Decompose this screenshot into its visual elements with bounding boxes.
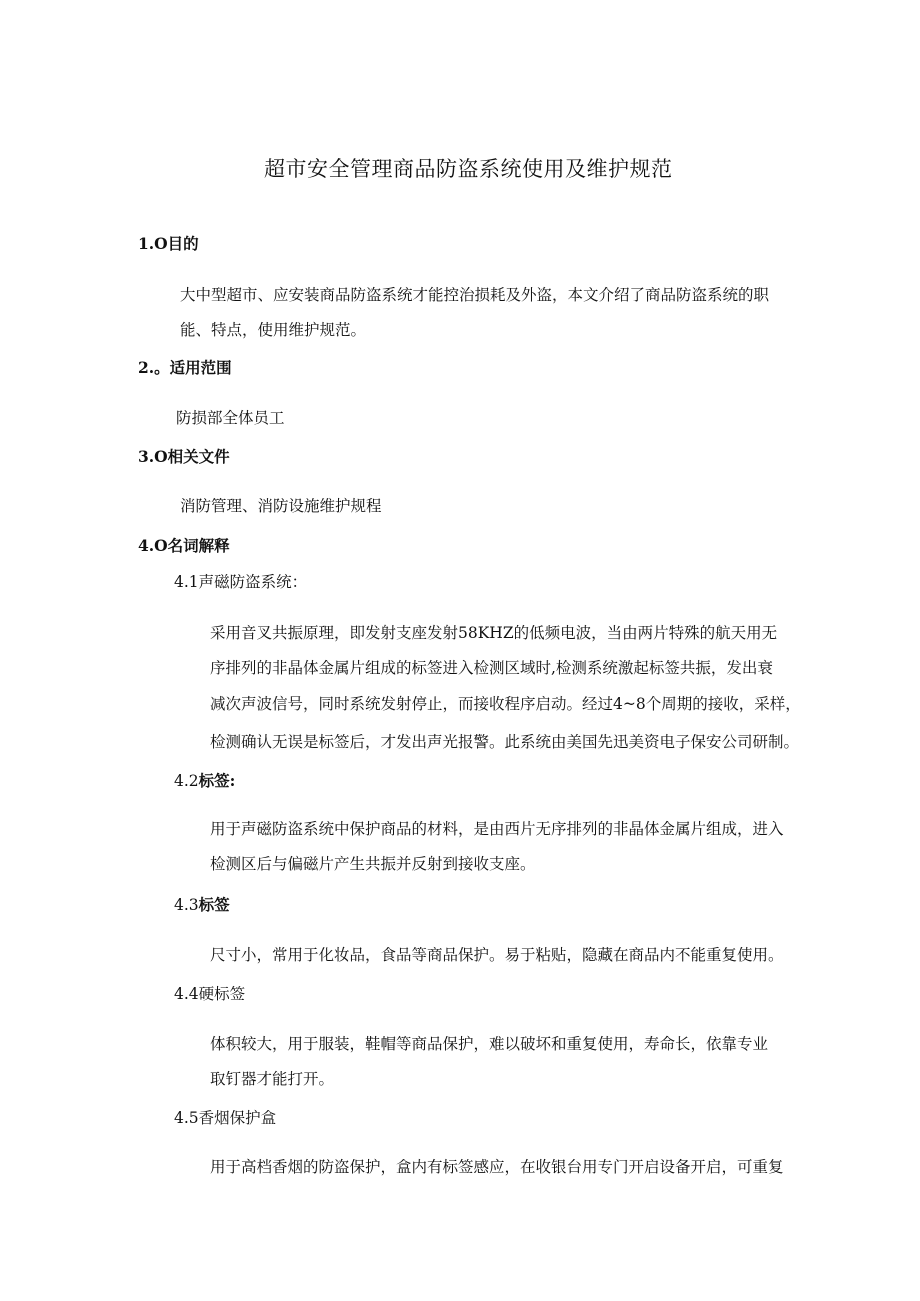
paragraph-line: 能、特点，使用维护规范。 [180, 321, 367, 339]
paragraph-line: 体积较大，用于服装，鞋帽等商品保护，难以破坏和重复使用，寿命长，依靠专业 [210, 1035, 769, 1053]
subsection-heading-tag [174, 773, 235, 790]
section-heading-scope: 2.。适用范围 [138, 358, 232, 377]
paragraph-line: 大中型超市、应安装商品防盗系统才能控治损耗及外盗，本文介绍了商品防盗系统的职 [180, 286, 770, 304]
paragraph-line: 防损部全体员工 [176, 409, 285, 427]
subsection-number: 4.3 [174, 896, 199, 914]
paragraph-line: 用于声磁防盗系统中保护商品的材料，是由西片无序排列的非晶体金属片组成，进入 [210, 820, 784, 838]
paragraph-line: 用于高档香烟的防盗保护，盒内有标签感应，在收银台用专门开启设备开启，可重复 [210, 1158, 784, 1176]
paragraph-line: 序排列的非晶体金属片组成的标签进入检测区域时,检测系统激起标签共振，发出衰 [210, 659, 773, 677]
paragraph-line: 尺寸小，常用于化妆品，食品等商品保护。易于粘贴，隐藏在商品内不能重复使用。 [210, 946, 784, 964]
subsection-title: 标签: [198, 771, 236, 790]
paragraph-line: 减次声波信号，同时系统发射停止，而接收程序启动。经过4~8个周期的接收，采样， [210, 695, 801, 713]
subsection-heading-cigarette-box: 4.5香烟保护盒 [174, 1109, 277, 1127]
subsection-heading-acoustomagnetic: 4.1声磁防盗系统： [174, 573, 308, 591]
section-heading-purpose: 1.O目的 [138, 234, 199, 253]
paragraph-line: 取钉器才能打开。 [210, 1070, 335, 1088]
subsection-title: 标签 [198, 895, 230, 914]
document-title: 超市安全管理商品防盗系统使用及维护规范 [264, 157, 673, 181]
subsection-heading-hard-tag: 4.4硬标签 [174, 985, 246, 1003]
paragraph-line: 检测区后与偏磁片产生共振并反射到接收支座。 [210, 855, 536, 873]
subsection-heading-soft-tag [174, 897, 230, 914]
subsection-number: 4.2 [174, 772, 199, 790]
paragraph-line: 采用音叉共振原理，即发射支座发射58KHZ的低频电波，当由两片特殊的航天用无 [210, 624, 778, 642]
paragraph-line: 检测确认无误是标签后，才发出声光报警。此系统由美国先迅美资电子保安公司研制。 [210, 733, 800, 751]
paragraph-line: 消防管理、消防设施维护规程 [180, 497, 382, 515]
section-heading-definitions: 4.O名词解释 [138, 536, 230, 555]
section-heading-related-docs: 3.O相关文件 [138, 447, 230, 466]
